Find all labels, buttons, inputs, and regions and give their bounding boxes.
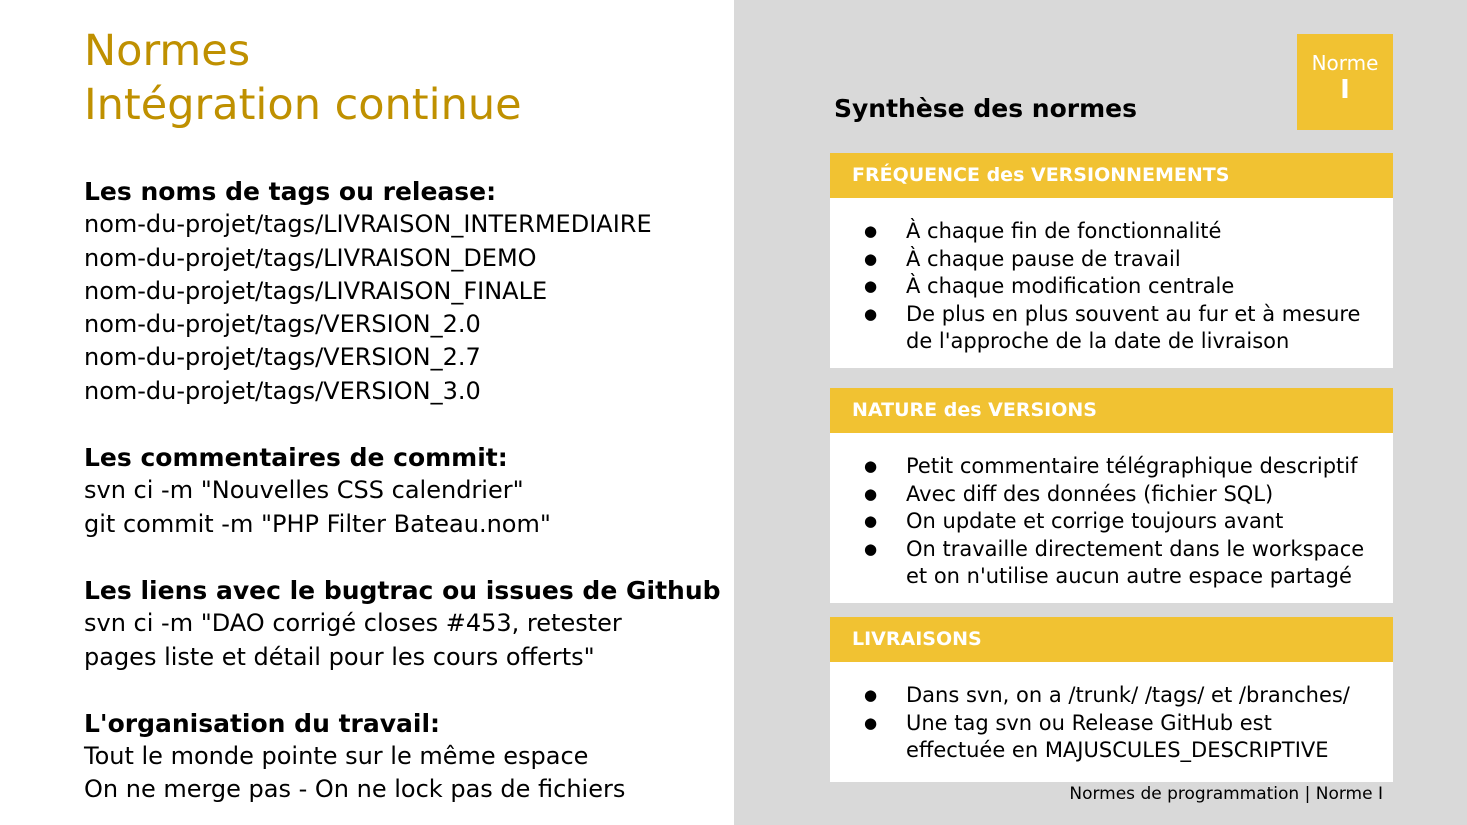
- section-heading: L'organisation du travail:: [84, 708, 441, 738]
- bullet-item: ● De plus en plus souvent au fur et à mesure de l'approche de la date de livraison: [864, 301, 1373, 356]
- bullet-item: ● Petit commentaire télégraphique descriptif: [864, 453, 1373, 481]
- bullet-item: ● On update et corrige toujours avant: [864, 508, 1373, 536]
- left-column: [84, 175, 724, 807]
- section-heading: Les liens avec le bugtrac ou issues de Github: [84, 575, 721, 605]
- norme-badge: [1297, 34, 1393, 130]
- footer-text: Normes de programmation | Norme I: [1069, 784, 1383, 804]
- bullet-item: ● À chaque fin de fonctionnalité: [864, 218, 1373, 246]
- section-line: On ne merge pas - On ne lock pas de fichiers: [84, 775, 626, 804]
- card-header: NATURE des VERSIONS: [830, 388, 1393, 433]
- section-line: Tout le monde pointe sur le même espace: [84, 742, 589, 771]
- section-heading: Les commentaires de commit:: [84, 443, 508, 473]
- section-heading: Les noms de tags ou release:: [84, 177, 497, 206]
- section-commits: [84, 441, 724, 541]
- page-title: [84, 24, 522, 132]
- bullet-item: ● À chaque pause de travail: [864, 246, 1373, 274]
- section-line: nom-du-projet/tags/LIVRAISON_DEMO: [84, 243, 537, 272]
- card-header: FRÉQUENCE des VERSIONNEMENTS: [830, 153, 1393, 198]
- section-line: nom-du-projet/tags/LIVRAISON_INTERMEDIAIRE: [84, 210, 652, 239]
- section-line: git commit -m "PHP Filter Bateau.nom": [84, 509, 551, 538]
- section-line: pages liste et détail pour les cours offerts": [84, 642, 595, 671]
- bullet-item: ● Une tag svn ou Release GitHub est effectuée en MAJUSCULES_DESCRIPTIVE: [864, 710, 1373, 765]
- badge-number: I: [1340, 75, 1350, 105]
- card-nature: [830, 388, 1393, 603]
- section-bugtrac: [84, 574, 724, 674]
- bullet-list: [830, 433, 1393, 601]
- section-tags: [84, 175, 724, 408]
- synthesis-title: Synthèse des normes: [834, 94, 1137, 123]
- section-line: svn ci -m "Nouvelles CSS calendrier": [84, 476, 524, 505]
- bullet-list: [830, 198, 1393, 366]
- bullet-item: ● À chaque modification centrale: [864, 273, 1373, 301]
- title-line-1: Normes: [84, 26, 251, 76]
- title-line-2: Intégration continue: [84, 80, 522, 130]
- section-line: nom-du-projet/tags/VERSION_2.7: [84, 343, 481, 372]
- section-line: nom-du-projet/tags/VERSION_2.0: [84, 310, 481, 339]
- section-organisation: [84, 707, 724, 807]
- badge-label: Norme: [1311, 51, 1379, 75]
- bullet-item: ● Avec diff des données (fichier SQL): [864, 481, 1373, 509]
- card-livraisons: [830, 617, 1393, 782]
- section-line: svn ci -m "DAO corrigé closes #453, retester: [84, 609, 622, 638]
- section-line: nom-du-projet/tags/VERSION_3.0: [84, 376, 481, 405]
- section-line: nom-du-projet/tags/LIVRAISON_FINALE: [84, 276, 548, 305]
- bullet-list: [830, 662, 1393, 775]
- bullet-item: ● Dans svn, on a /trunk/ /tags/ et /branches/: [864, 682, 1373, 710]
- bullet-item: ● On travaille directement dans le workspace et on n'utilise aucun autre espace partagé: [864, 536, 1373, 591]
- card-header: LIVRAISONS: [830, 617, 1393, 662]
- card-frequence: [830, 153, 1393, 368]
